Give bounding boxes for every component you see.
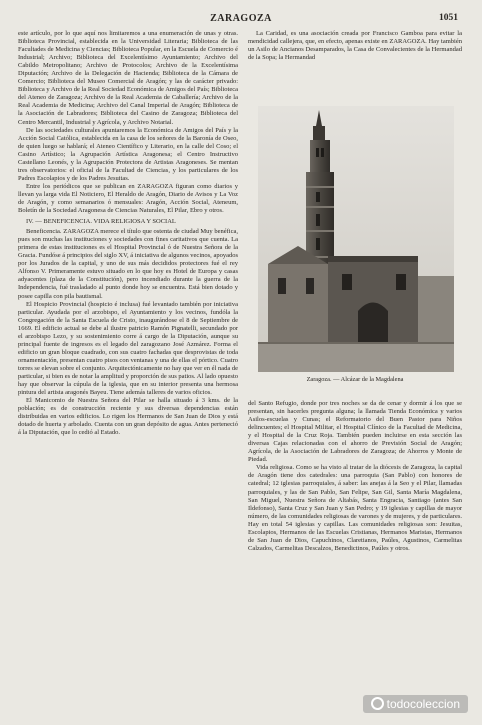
left-column — [18, 30, 238, 437]
watermark-logo-icon — [371, 697, 384, 710]
paragraph-hospicio: El Hospicio Provincial (hospicio é inclusa) fué levantado también por iniciativa particular. Ayudada por el arzobispo, el Ayuntamiento y los vecinos, fundóla la Congregación de la Santa Escuela de Cristo, inaugurándose el 8 de Septiembre de 1669. El edificio actual se debe al ilustre patricio Ramón Pignatelli, secundado por el arzobispo Lezo, y su sostenimiento corre á cargo de la Diputación, aunque su principal fuente de ingresos es el legado del zaragozano José Azmárez. Forma el edificio un gran bloque cuadrado, con sus cuatro fachadas que desprovistas de toda ornamentación, presentan cuatro pisos con ventanas y una de ellas el pórtico. Cuatro torres se elevan sobre el conjunto. Arquitectónicamente no hay que ver en él nada de particular, si bien es de notar la amplitud y proporción de sus patios. Al lado opuesto hay que observar la cúpula de la iglesia, que en su interior presenta una hermosa pintura del artista aragonés Bayeu. Tiene además talleres de varios oficios. — [18, 300, 239, 397]
paragraph-religious-life: Vida religiosa. Como se ha visto al tratar de la diócesis de Zaragoza, la capital de Aragón tiene dos catedrales: una parroquia (San Pablo) con honores de catedral; 12 iglesias parroquiales, á saber: las anejas á la Seo y el Pilar, llamadas parroquiales, y las de San Pablo, San Felipe, San Gil, Santa María Magdalena, San Miguel, Nuestra Señora de Altabás, Santa Engracia, Santiago (antes San Ildefonso), Santa Cruz y San Juan y San Pedro; y 19 iglesias y capillas de mayor número, de las comunidades religiosas de varones y de mujeres, y de particulares. Hay en total 54 iglesias y capillas. Las comunidades religiosas son: Jesuitas, Escolapios, Hermanos de las Escuelas Cristianas, Hermanos Maristas, Hermanos de San Juan de Dios, Capuchinos, Claretianos, Paúles, Agustinos, Carmelitas Calzados, Carmelitas Descalzos, Benedictinos, Paúles y otros. — [248, 464, 462, 552]
watermark-badge — [363, 695, 468, 713]
paragraph-manicomio: El Manicomio de Nuestra Señora del Pilar se halla situado á 3 kms. de la población; es de construcción reciente y sus diversas dependencias están distribuidas en varios edificios. Lo rigen los Hermanos de San Juan de Dios y está dotado de huerta y arbolado. Cuenta con un gran depósito de agua. Antes perteneció á la Diputación, que lo cedió al Estado. — [18, 397, 238, 437]
paragraph-newspapers: Entre los periódicos que se publican en ZARAGOZA figuran como diarios y llevan ya larga vida El Noticiero, El Heraldo de Aragón, Diario de Avisos y La Voz de Aragón, y como semanarios ó mensuales: Aragón, Acción Social, Ateneum, Boletín de la Sociedad Aragonesa de Ciencias Naturales, El Pilar, Ebro y otros. — [18, 182, 238, 215]
paragraph-libraries: este artículo, por lo que aquí nos limitaremos a una enumeración de unas y otras. Biblioteca Provincial, establecida en la Universidad Literaria; Biblioteca de las Facultades de Medicina y Ciencias; Biblioteca Popular, en la Escuela de Comercio é Industrial; Archivo; Biblioteca del Excelentísimo Ayuntamiento; Archivo del Cabildo Metropolitano; Archivo de Protocolos; Archivo de la Excelentísima Diputación; Archivo de la Delegación de Hacienda; Biblioteca de la Cámara de Comercio; Biblioteca del Museo Comercial de Aragón; y las de carácter privado: Biblioteca y Archivo de la Real Sociedad Económica de Amigos del País; Biblioteca del Ateneo de Zaragoza; Archivo de la Real Academia de Caballería; Archivo de la Real Academia de Medicina; Archivo del Canal Imperial de Aragón; Biblioteca de la Asociación de Labradores; Biblioteca del Casino de Zaragoza; Biblioteca del Centro Mercantil, Industrial y Agrícola, y Archivo Notarial. — [18, 30, 238, 126]
section-heading: IV. — BENEFICENCIA. VIDA RELIGIOSA Y SOCIAL — [26, 218, 176, 226]
page-number: 1051 — [439, 13, 458, 23]
paragraph-beneficence: Beneficencia. ZARAGOZA merece el título que ostenta de ciudad Muy benéfica, pues son muchas las instituciones y sociedades con fines caritativos que cuenta. La primera de estas instituciones es el Hospital Provincial ó de Nuestra Señora de la Gracia. Fundóse á principios del siglo XV, á iniciativa de algunos vecinos, apoyados por los Jurados de la capital, y uno de sus más decididos protectores fué el rey Alfonso V. Primeramente estuvo situado en lo que hoy es Hotel de Europa y casas adyacentes (plaza de la Constitución), pero incendiado durante la guerra de la Independencia, fué trasladado al punto donde hoy se encuentra. Está bien dotado y posee capilla con pila bautismal. — [18, 228, 238, 300]
right-column-bottom — [248, 400, 462, 553]
tower-photograph — [258, 106, 454, 372]
watermark-text: todocoleccion — [386, 697, 460, 711]
paragraph-refugio: del Santo Refugio, donde por tres noches se da de cenar y dormir á los que se presentan, sin hacerles pregunta alguna; la llamada Tienda Económica y varios Asilos-escuelas y Cunas; el Reformatorio del Buen Pastor para Niños delincuentes; el Hospital Militar, el Hospital Clínico de la Facultad de Medicina, y el Hospital de la Cruz Roja. También pueden incluirse en esta sección las diversas Cajas relacionadas con el ahorro de Previsión Social de Aragón; Agrícola, de la Asociación de Labradores de Zaragoza; de Ahorros y Monte de Piedad. — [248, 400, 462, 464]
running-title: ZARAGOZA — [210, 13, 272, 24]
photo-caption: Zaragoza. — Alcázar de la Magdalena — [306, 376, 404, 383]
paragraph-caridad: La Caridad, es una asociación creada por Francisco Gamboa para evitar la mendicidad callejera, que, en efecto, apenas existe en ZARAGOZA. Hay también un Asilo de Ancianos Desamparados, la Casa de Convalecientes de la Hermandad de la Sopa; la Hermandad — [248, 30, 462, 62]
tower-illustration — [258, 106, 454, 372]
paragraph-cultural-societies: De las sociedades culturales apuntaremos la Económica de Amigos del País y la Acción Social Católica, establecida en la casa de los señores de la Baronía de Oseo, de quien luego se hablará; el Ateneo Científico y Literario, en la calle del Coso; el Casino Artístico; la Agrupación Artística Aragonesa; el Centro Instructivo Castellano Leonés, y la Agrupación Protectora de Artistas Aragoneses. Se mentan tres observatorios: el oficial de la Facultad de Ciencias, y los particulares de los Padres Escolapios y de los Padres Jesuitas. — [18, 126, 238, 182]
right-column-top — [248, 30, 462, 62]
page-header — [0, 13, 482, 27]
